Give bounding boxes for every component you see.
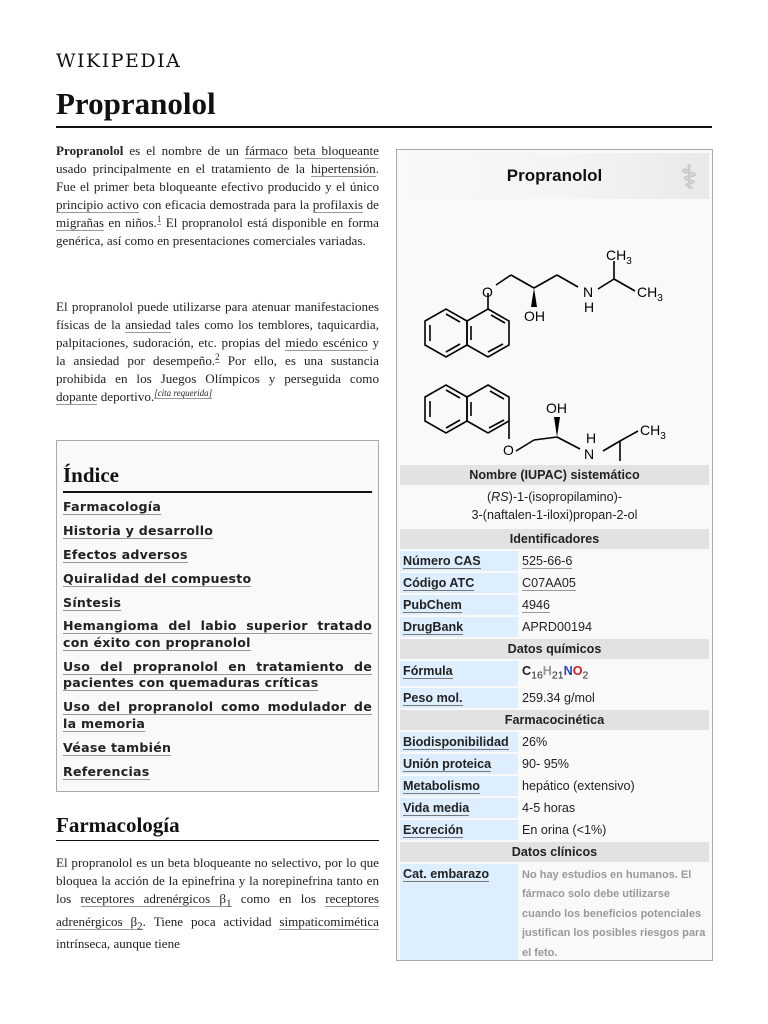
element-h[interactable]: H xyxy=(542,664,552,678)
atom-h: H xyxy=(586,430,597,446)
label[interactable] xyxy=(400,864,518,961)
section-identificadores: Identificadores xyxy=(400,529,709,549)
wikipedia-wordmark[interactable]: WIKIPEDIA xyxy=(56,50,182,72)
text: )-1-(isopropilamino)- xyxy=(508,490,623,504)
atom-n: N xyxy=(583,284,594,300)
link-text[interactable]: Biodisponibilidad xyxy=(403,734,509,749)
count: 16 xyxy=(531,669,543,682)
text: 90- 95% xyxy=(522,756,569,771)
link-hipertension[interactable]: hipertensión xyxy=(310,161,376,176)
row-pubchem xyxy=(400,595,709,615)
group-ch3: $CH_3$ xyxy=(637,284,663,304)
row-embarazo xyxy=(400,864,709,961)
row-cas xyxy=(400,551,709,571)
text xyxy=(288,143,294,158)
chemical-formula xyxy=(518,661,709,686)
link-simpaticomimetica[interactable]: simpaticomimética xyxy=(279,913,379,929)
label[interactable] xyxy=(400,754,518,774)
group-ch3: $CH_3$ xyxy=(640,422,666,442)
text: hepático (extensivo) xyxy=(522,778,635,793)
text: como en los xyxy=(231,891,326,906)
text: El propranolol puede utilizarse para atenuar manifestaciones físicas de la xyxy=(56,299,379,332)
table-of-contents xyxy=(56,440,379,792)
row-atc xyxy=(400,573,709,593)
text: ( xyxy=(486,490,492,504)
toc-item[interactable] xyxy=(63,764,372,781)
text: intrínseca, aunque tiene xyxy=(56,936,180,952)
subscript: 1 xyxy=(226,897,232,910)
toc-item-label[interactable]: Farmacología xyxy=(63,499,162,514)
text: 4-5 horas xyxy=(522,800,576,815)
link-text[interactable]: Código ATC xyxy=(403,576,475,590)
row-excrecion xyxy=(400,820,709,840)
text: . Fue el primer beta bloqueante efectivo producido y el único xyxy=(56,161,379,194)
toc-item-label[interactable]: Síntesis xyxy=(63,594,122,610)
link-text[interactable]: C07AA05 xyxy=(522,576,576,590)
section-divider xyxy=(56,840,379,841)
link-principio-activo[interactable]: principio activo xyxy=(56,197,139,212)
text: El propranolol es un beta bloqueante no selectivo, por lo que bloquea la acción de la epinefrina y la norepinefrina tanto en los xyxy=(56,855,379,906)
link-text[interactable]: Metabolismo xyxy=(403,778,480,793)
label[interactable] xyxy=(400,617,518,637)
label[interactable] xyxy=(400,688,518,708)
section-iupac: Nombre (IUPAC) sistemático xyxy=(400,465,709,485)
text: de xyxy=(362,197,379,212)
text: con eficacia demostrada para la xyxy=(138,197,313,212)
value[interactable] xyxy=(518,573,709,593)
value xyxy=(518,688,709,708)
toc-item[interactable] xyxy=(63,499,372,516)
infobox-title-text: Propranolol xyxy=(506,166,603,185)
structure-image[interactable] xyxy=(400,199,709,463)
link-text[interactable]: Fórmula xyxy=(403,664,453,678)
section-heading-farmacologia: Farmacología xyxy=(56,813,180,837)
value xyxy=(518,820,709,840)
anxiety-paragraph xyxy=(56,298,379,406)
link-profilaxis[interactable]: profilaxis xyxy=(312,197,363,212)
link-migranas[interactable]: migrañas xyxy=(56,215,104,230)
label[interactable] xyxy=(400,776,518,796)
section-farmacocinetica: Farmacocinética xyxy=(400,710,709,730)
toc-item[interactable] xyxy=(63,547,372,564)
toc-item[interactable] xyxy=(63,523,372,540)
reference-1[interactable]: 1 xyxy=(156,213,162,224)
label[interactable] xyxy=(400,595,518,615)
text: deportivo. xyxy=(97,389,155,404)
iupac-name xyxy=(400,485,709,527)
element-o[interactable]: O xyxy=(572,664,583,678)
citation-needed[interactable]: [cita requerida] xyxy=(154,387,213,398)
link-dopante[interactable]: dopante xyxy=(56,389,98,404)
value xyxy=(518,617,709,637)
element-c[interactable]: C xyxy=(522,664,532,678)
link-beta-bloqueante[interactable]: beta bloqueante xyxy=(293,143,379,158)
link-text[interactable]: DrugBank xyxy=(403,620,464,634)
caduceus-icon: ⚕ xyxy=(680,159,698,195)
side-chain-top xyxy=(488,261,635,309)
intro-term: Propranolol xyxy=(56,143,124,158)
group-ch3: $CH_3$ xyxy=(606,247,632,267)
link-text[interactable]: 525-66-6 xyxy=(522,554,573,568)
toc-item-label[interactable]: Uso del propranolol como modulador de la memoria xyxy=(63,699,372,731)
link-receptores-b1[interactable] xyxy=(80,891,232,910)
toc-item[interactable] xyxy=(63,740,372,757)
pregnancy-category-text: No hay estudios en humanos. El fármaco solo debe utilizarse cuando los beneficios potenciales justifican los posibles riesgos para el feto. xyxy=(522,868,706,959)
link-text[interactable]: Número CAS xyxy=(403,554,481,568)
label[interactable] xyxy=(400,820,518,840)
toc-item-label[interactable]: Véase también xyxy=(63,739,172,755)
row-union-proteica xyxy=(400,754,709,774)
infobox-title xyxy=(400,153,709,199)
row-vida-media xyxy=(400,798,709,818)
label[interactable] xyxy=(400,573,518,593)
text: usado principalmente en el tratamiento de la xyxy=(56,161,311,176)
text: 3-(naftalen-1-iloxi)propan-2-ol xyxy=(471,508,638,522)
link-text[interactable]: Unión proteica xyxy=(403,756,492,771)
toc-list xyxy=(63,499,372,780)
toc-item-label[interactable]: Historia y desarrollo xyxy=(63,522,214,538)
link-text[interactable]: Excreción xyxy=(403,822,464,837)
toc-item[interactable] xyxy=(63,699,372,732)
drug-infobox xyxy=(396,149,713,961)
row-formula xyxy=(400,661,709,686)
side-chain-bottom xyxy=(509,417,638,461)
title-divider xyxy=(56,126,712,128)
count: 21 xyxy=(551,669,564,682)
text: 259.34 g/mol xyxy=(522,690,595,705)
text: 26% xyxy=(522,734,548,749)
intro-paragraph xyxy=(56,142,379,250)
toc-item-label[interactable]: Referencias xyxy=(63,763,150,779)
row-drugbank xyxy=(400,617,709,637)
link-text[interactable]: Vida media xyxy=(403,800,470,815)
link-text[interactable]: PubChem xyxy=(403,598,462,612)
atom-o: O xyxy=(482,284,493,300)
text: Por ello, es una sustancia prohibida en los Juegos Olímpicos y perseguida como xyxy=(56,353,379,386)
text: APRD00194 xyxy=(522,620,593,634)
link-text[interactable]: Peso mol. xyxy=(403,690,463,705)
toc-item[interactable] xyxy=(63,571,372,588)
text: El propranolol está disponible en forma genérica, así como en presentaciones comerciales variadas. xyxy=(56,215,379,248)
page-title: Propranolol xyxy=(56,86,216,121)
atom-o: O xyxy=(503,442,514,458)
toc-item[interactable] xyxy=(63,618,372,651)
atom-oh: OH xyxy=(546,400,567,416)
naphthalene-ring-top xyxy=(425,309,509,357)
link-farmaco[interactable]: fármaco xyxy=(244,143,288,158)
structure-diagram xyxy=(400,199,709,463)
toc-item-label[interactable]: Quiralidad del compuesto xyxy=(63,570,252,586)
link-text[interactable]: receptores adrenérgicos β xyxy=(56,891,379,929)
atom-h: H xyxy=(584,299,595,315)
toc-item[interactable] xyxy=(63,595,372,612)
text: es el nombre de un xyxy=(123,143,245,158)
text: . Tiene poca actividad xyxy=(142,913,280,929)
toc-title: Índice xyxy=(63,463,372,493)
toc-item-label[interactable]: Uso del propranolol en tratamiento de pacientes con quemaduras críticas xyxy=(63,658,372,691)
toc-item[interactable] xyxy=(63,659,372,692)
link-miedo-escenico[interactable]: miedo escénico xyxy=(285,335,368,350)
row-biodisponibilidad xyxy=(400,732,709,752)
label[interactable] xyxy=(400,732,518,752)
value xyxy=(518,798,709,818)
subscript: 2 xyxy=(137,920,143,933)
label[interactable] xyxy=(400,551,518,571)
link-text[interactable]: 4946 xyxy=(522,598,551,612)
element-n[interactable]: N xyxy=(563,664,573,678)
value xyxy=(518,776,709,796)
section-datos-clinicos: Datos clínicos xyxy=(400,842,709,862)
value[interactable] xyxy=(518,595,709,615)
atom-oh: OH xyxy=(524,308,545,324)
toc-item-label[interactable]: Hemangioma del labio superior tratado con éxito con propranolol xyxy=(63,618,372,650)
reference-2[interactable]: 2 xyxy=(215,351,220,362)
count: 2 xyxy=(582,669,589,682)
label[interactable] xyxy=(400,798,518,818)
farmacologia-paragraph xyxy=(56,854,379,953)
row-metabolismo xyxy=(400,776,709,796)
label[interactable] xyxy=(400,661,518,686)
value xyxy=(518,732,709,752)
link-ansiedad[interactable]: ansiedad xyxy=(125,317,172,332)
text: tales como los temblores, taquicardia, palpitaciones, sudoración, etc. propias del xyxy=(56,317,379,350)
toc-item-label[interactable]: Efectos adversos xyxy=(63,546,188,562)
text: en niños. xyxy=(104,215,157,230)
link-text[interactable]: Cat. embarazo xyxy=(403,866,490,881)
text: RS xyxy=(491,490,509,504)
row-peso xyxy=(400,688,709,708)
section-datos-quimicos: Datos químicos xyxy=(400,639,709,659)
text: y la ansiedad por desempeño. xyxy=(56,335,379,368)
value[interactable] xyxy=(518,551,709,571)
naphthalene-ring-bottom xyxy=(425,385,509,433)
value xyxy=(518,754,709,774)
atom-n: N xyxy=(584,446,595,462)
link-text[interactable]: receptores adrenérgicos β xyxy=(80,891,227,906)
text: En orina (<1%) xyxy=(522,822,607,837)
